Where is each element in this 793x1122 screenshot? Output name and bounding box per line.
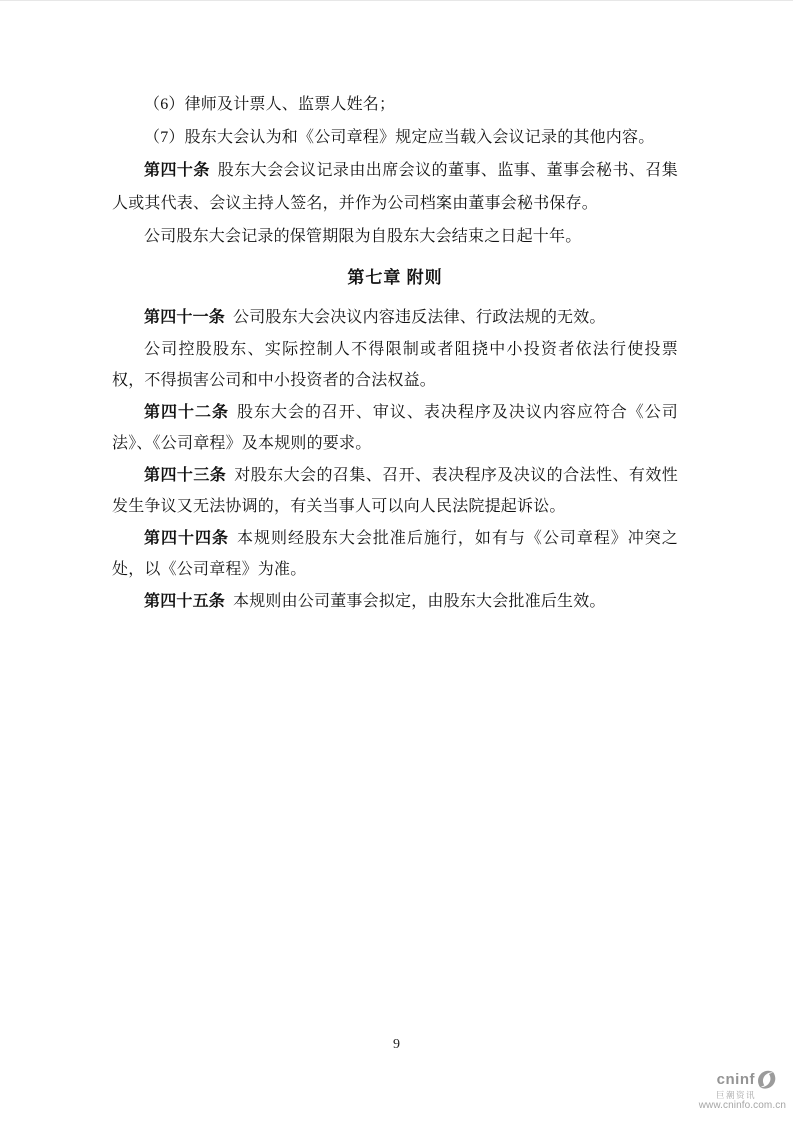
article-41-number: 第四十一条 [144, 309, 226, 326]
paragraph-text: 本规则经股东大会批准后施行，如有与《公司章程》冲突之处，以《公司章程》为准。 [112, 529, 678, 578]
paragraph-article-40 [112, 154, 678, 220]
cninfo-name-text: 巨潮资讯 [715, 1089, 756, 1100]
paragraph-text: 对股东大会的召集、召开、表决程序及决议的合法性、有效性发生争议又无法协调的，有关当事人可以向人民法院提起诉讼。 [112, 466, 678, 515]
article-44-number: 第四十四条 [144, 529, 229, 547]
article-43-number: 第四十三条 [144, 466, 227, 484]
paragraph-item-6 [112, 88, 678, 121]
page-number: 9 [393, 1037, 400, 1052]
paragraph-item-7 [112, 121, 678, 154]
article-40-number: 第四十条 [144, 162, 210, 179]
paragraph-text: 股东大会的召开、审议、表决程序及决议内容应符合《公司法》、《公司章程》及本规则的要求。 [112, 403, 678, 452]
document-content [112, 88, 678, 617]
chapter-heading: 第七章 附则 [347, 268, 443, 287]
paragraph-text: 公司股东大会记录的保管期限为自股东大会结束之日起十年。 [144, 228, 582, 245]
paragraph-text: （6）律师及计票人、监票人姓名； [144, 96, 396, 113]
paragraph-text: 公司控股股东、实际控制人不得限制或者阻挠中小投资者依法行使投票权，不得损害公司和中小投资者的合法权益。 [112, 340, 678, 389]
cninfo-url-text: www.cninfo.com.cn [698, 1100, 786, 1111]
paragraph-article-45 [112, 586, 678, 618]
paragraph-article-44 [112, 523, 678, 586]
appendix-section [112, 302, 678, 617]
cninfo-logo [694, 1070, 786, 1112]
cninfo-logo-brand-row [694, 1070, 786, 1090]
paragraph-text: （7）股东大会认为和《公司章程》规定应当载入会议记录的其他内容。 [144, 129, 655, 146]
paragraph-article-43 [112, 460, 678, 523]
paragraph-text: 公司股东大会决议内容违反法律、行政法规的无效。 [233, 309, 606, 326]
cninfo-swirl-icon [756, 1070, 777, 1090]
paragraph-text: 本规则由公司董事会拟定，由股东大会批准后生效。 [233, 592, 606, 610]
article-45-number: 第四十五条 [144, 592, 226, 610]
paragraph-text: 股东大会会议记录由出席会议的董事、监事、董事会秘书、召集人或其代表、会议主持人签名，并作为公司档案由董事会秘书保存。 [112, 162, 678, 212]
paragraph-article-41 [112, 302, 678, 334]
paragraph-record-retention [112, 220, 678, 253]
cninfo-brand-text: cninf [716, 1071, 755, 1088]
paragraph-controlling-shareholder [112, 334, 678, 397]
article-42-number: 第四十二条 [144, 403, 229, 421]
paragraph-article-42 [112, 397, 678, 460]
